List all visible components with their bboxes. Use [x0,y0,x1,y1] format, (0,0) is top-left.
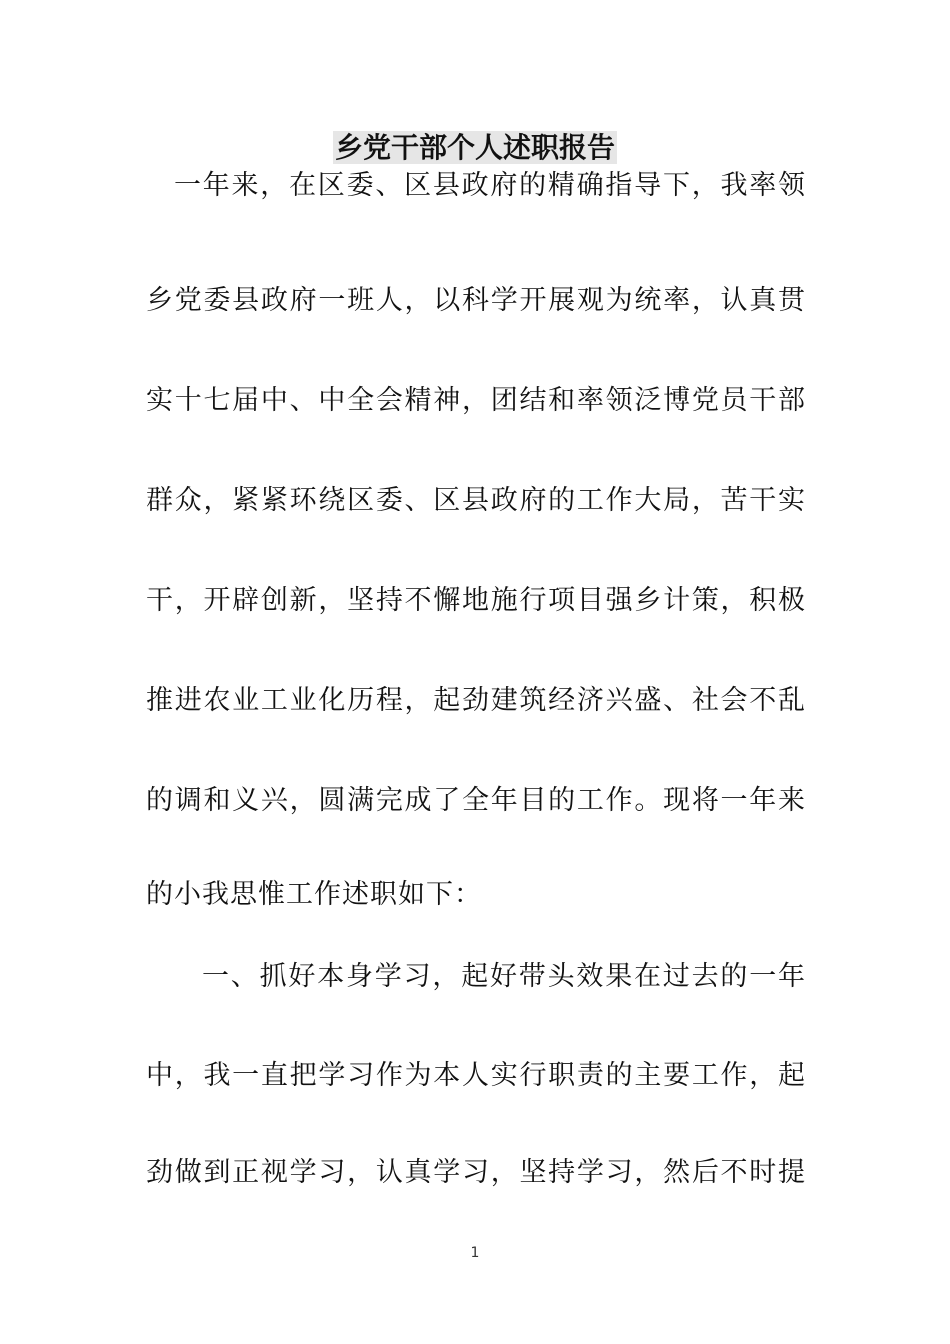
paragraph-line: 群众，紧紧环绕区委、区县政府的工作大局，苦干实 [146,485,806,516]
paragraph-line: 一、抓好本身学习，起好带头效果在过去的一年 [202,961,806,992]
document-title [0,128,950,168]
paragraph-line: 实十七届中、中全会精神，团结和率领泛博党员干部 [146,385,806,416]
document-title-text: 乡党干部个人述职报告 [334,131,615,164]
paragraph-line: 劲做到正视学习，认真学习，坚持学习，然后不时提 [146,1157,806,1188]
paragraph-line: 推进农业工业化历程，起劲建筑经济兴盛、社会不乱 [146,685,806,716]
paragraph-line: 干，开辟创新，坚持不懈地施行项目强乡计策，积极 [146,585,806,616]
paragraph-line: 乡党委县政府一班人，以科学开展观为统率，认真贯 [146,285,806,316]
paragraph-line: 中，我一直把学习作为本人实行职责的主要工作，起 [146,1060,806,1091]
paragraph-line: 的小我思惟工作述职如下： [146,879,482,910]
paragraph-line: 的调和义兴，圆满完成了全年目的工作。现将一年来 [146,785,806,816]
paragraph-line: 一年来，在区委、区县政府的精确指导下，我率领 [174,170,806,201]
page-number: 1 [470,1245,480,1261]
